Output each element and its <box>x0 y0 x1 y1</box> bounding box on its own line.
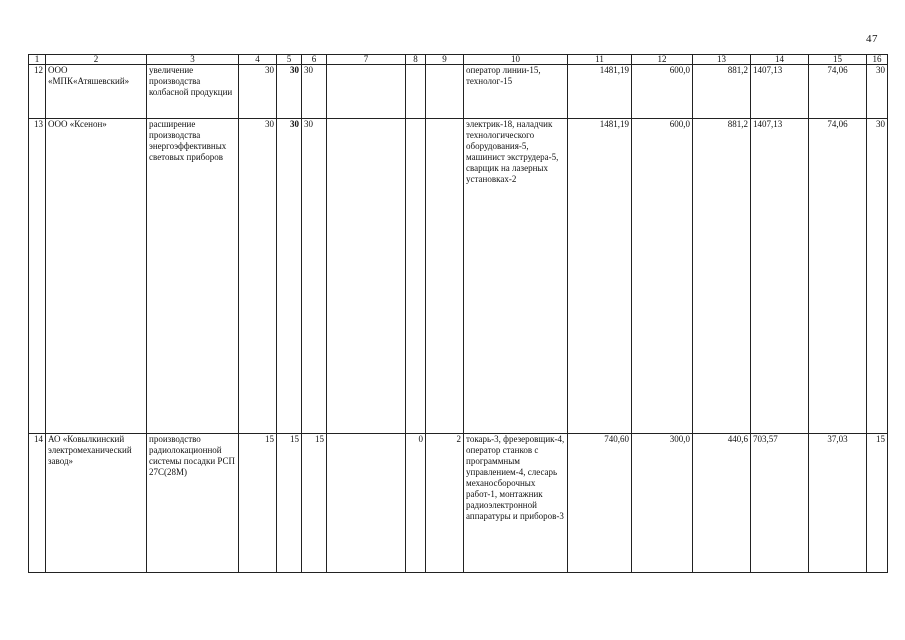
column-number-row <box>29 55 888 65</box>
column-header: 9 <box>426 55 464 65</box>
col11-cell: 1481,19 <box>568 119 632 434</box>
col6-cell: 30 <box>302 119 327 434</box>
col12-cell: 600,0 <box>632 65 693 119</box>
col11-cell: 740,60 <box>568 434 632 573</box>
table-row <box>29 119 888 434</box>
jobs-cell: оператор линии-15, технолог-15 <box>464 65 568 119</box>
col4-cell: 15 <box>239 434 277 573</box>
organization-cell: ООО «Ксенон» <box>46 119 147 434</box>
col14-cell: 1407,13 <box>751 119 809 434</box>
column-header: 4 <box>239 55 277 65</box>
column-header: 1 <box>29 55 46 65</box>
col4-cell: 30 <box>239 119 277 434</box>
col7-cell <box>327 434 406 573</box>
col8-cell <box>406 119 426 434</box>
col7-cell <box>327 65 406 119</box>
column-header: 6 <box>302 55 327 65</box>
purpose-cell: расширение производства энергоэффективных световых приборов <box>147 119 239 434</box>
col15-cell: 74,06 <box>809 119 867 434</box>
row-number: 14 <box>29 434 46 573</box>
table-row <box>29 434 888 573</box>
column-header: 3 <box>147 55 239 65</box>
page-number: 47 <box>866 33 878 45</box>
col5-cell: 30 <box>277 119 302 434</box>
row-number: 13 <box>29 119 46 434</box>
col13-cell: 881,2 <box>693 65 751 119</box>
col12-cell: 600,0 <box>632 119 693 434</box>
column-header: 5 <box>277 55 302 65</box>
column-header: 7 <box>327 55 406 65</box>
col16-cell: 15 <box>867 434 888 573</box>
table-row <box>29 65 888 119</box>
column-header: 16 <box>867 55 888 65</box>
purpose-cell: увеличение производства колбасной продукции <box>147 65 239 119</box>
col6-cell: 15 <box>302 434 327 573</box>
col16-cell: 30 <box>867 65 888 119</box>
col14-cell: 1407,13 <box>751 65 809 119</box>
column-header: 10 <box>464 55 568 65</box>
purpose-cell: производство радиолокационной системы посадки РСП 27С(28М) <box>147 434 239 573</box>
col15-cell: 74,06 <box>809 65 867 119</box>
col6-cell: 30 <box>302 65 327 119</box>
col13-cell: 440,6 <box>693 434 751 573</box>
organization-cell: АО «Ковылкинский электромеханический завод» <box>46 434 147 573</box>
col9-cell <box>426 119 464 434</box>
col11-cell: 1481,19 <box>568 65 632 119</box>
col15-cell: 37,03 <box>809 434 867 573</box>
data-table <box>28 54 888 573</box>
column-header: 8 <box>406 55 426 65</box>
column-header: 2 <box>46 55 147 65</box>
column-header: 13 <box>693 55 751 65</box>
col5-cell: 15 <box>277 434 302 573</box>
column-header: 11 <box>568 55 632 65</box>
col8-cell <box>406 65 426 119</box>
col13-cell: 881,2 <box>693 119 751 434</box>
organization-cell: ООО «МПК«Атяшевский» <box>46 65 147 119</box>
row-number: 12 <box>29 65 46 119</box>
col14-cell: 703,57 <box>751 434 809 573</box>
col16-cell: 30 <box>867 119 888 434</box>
col7-cell <box>327 119 406 434</box>
col4-cell: 30 <box>239 65 277 119</box>
column-header: 15 <box>809 55 867 65</box>
jobs-cell: электрик-18, наладчик технологического оборудования-5, машинист экструдера-5, сварщик на лазерных установках-2 <box>464 119 568 434</box>
col5-cell: 30 <box>277 65 302 119</box>
column-header: 14 <box>751 55 809 65</box>
column-header: 12 <box>632 55 693 65</box>
col9-cell: 2 <box>426 434 464 573</box>
col8-cell: 0 <box>406 434 426 573</box>
col12-cell: 300,0 <box>632 434 693 573</box>
col9-cell <box>426 65 464 119</box>
jobs-cell: токарь-3, фрезеровщик-4, оператор станков с программным управлением-4, слесарь механосборочных работ-1, монтажник радиоэлектронной аппаратуры и приборов-3 <box>464 434 568 573</box>
